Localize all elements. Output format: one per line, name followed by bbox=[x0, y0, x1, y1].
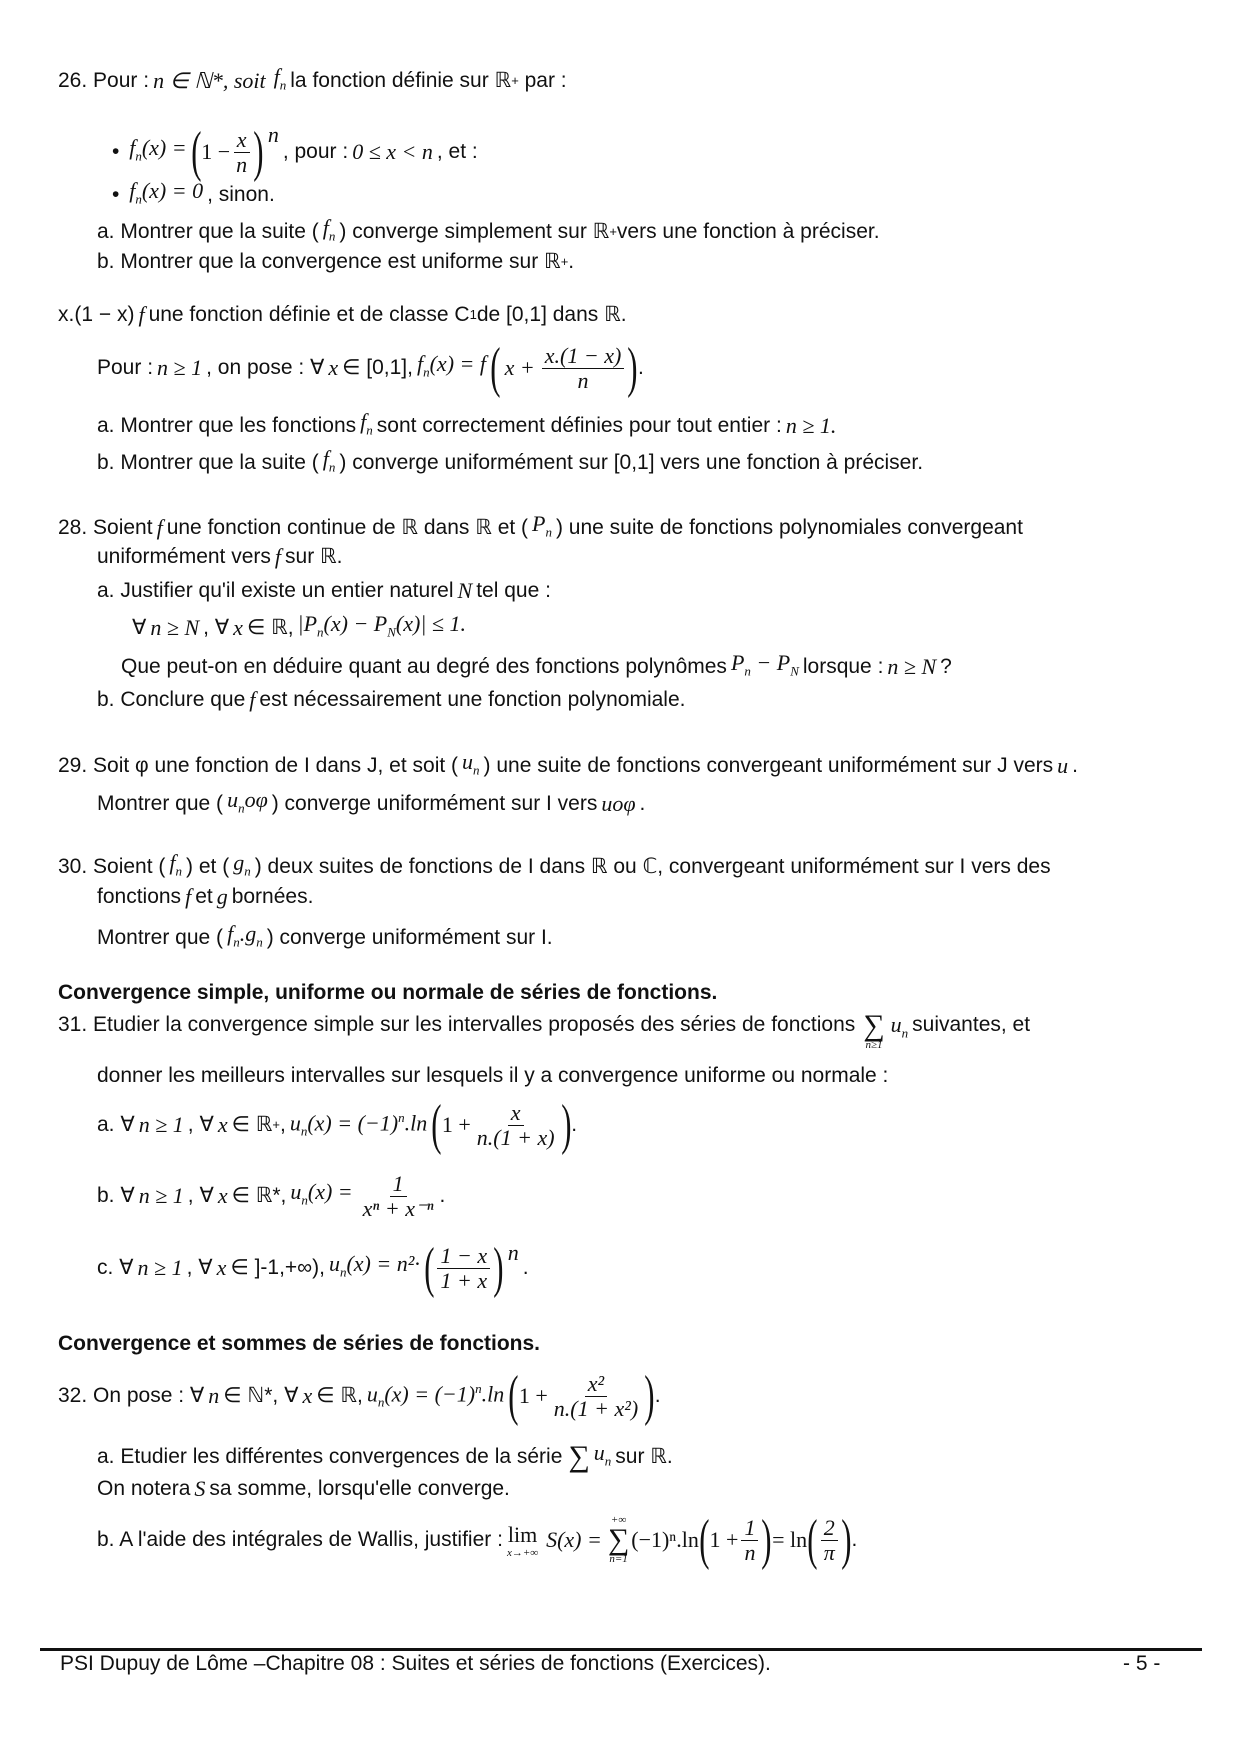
f: f bbox=[169, 850, 176, 875]
text: . bbox=[439, 1184, 446, 1207]
text: c. ∀ bbox=[97, 1256, 134, 1279]
math: n ≥ N bbox=[150, 615, 200, 641]
bullet-icon: • bbox=[112, 183, 126, 207]
f: f bbox=[322, 215, 329, 240]
text: sont correctement définies pour tout entier : bbox=[376, 414, 782, 438]
paren: ) bbox=[644, 1365, 655, 1427]
text: , pour : bbox=[282, 140, 349, 163]
sum-limit: n≥1 bbox=[865, 1039, 883, 1051]
text: uniformément vers bbox=[97, 545, 271, 568]
text: . bbox=[1072, 754, 1078, 778]
text: ) converge simplement sur ℝ bbox=[339, 220, 610, 244]
f: f bbox=[416, 350, 424, 376]
math: $f_n$ bbox=[322, 446, 336, 475]
text: Montrer que ( bbox=[97, 926, 224, 950]
text: tel que : bbox=[476, 579, 551, 602]
f: f bbox=[129, 178, 136, 203]
f: f bbox=[322, 446, 329, 471]
u: u bbox=[227, 787, 239, 812]
sum-icon: ∑ bbox=[568, 1440, 590, 1474]
math: n ≥ 1 bbox=[137, 1255, 183, 1280]
text: b. Montrer que la convergence est uniforme sur ℝ bbox=[97, 250, 561, 273]
text: ∈ ℝ*, bbox=[231, 1184, 287, 1207]
den: n.(1 + x²) bbox=[553, 1395, 639, 1421]
math: $u_n(x) = n^2\cdot$ bbox=[328, 1250, 420, 1280]
text: , on pose : ∀ bbox=[206, 356, 325, 379]
ex32-statement bbox=[58, 1365, 661, 1427]
text: ) deux suites de fonctions de I dans ℝ ou ℂ, convergeant uniformément sur I vers des bbox=[254, 855, 1051, 879]
paren: ( bbox=[424, 1237, 435, 1299]
p: (x) − P bbox=[323, 611, 388, 636]
math: f bbox=[249, 687, 256, 712]
text: ) une suite de fonctions convergeant uniformément sur J vers bbox=[483, 754, 1054, 778]
text: ∈ ℝ, bbox=[246, 616, 294, 640]
math: $f_n$ bbox=[273, 64, 287, 93]
ln: .ln bbox=[404, 1110, 428, 1136]
text: a. Justifier qu'il existe un entier naturel bbox=[97, 579, 454, 602]
math: x bbox=[216, 1255, 227, 1280]
den: n bbox=[236, 151, 248, 177]
sum-symbol: +∞ ∑ n=1 bbox=[607, 1514, 630, 1565]
math: $u_n(x) = (-1)^n.\ln$ bbox=[289, 1110, 428, 1139]
ex26-bullet-1 bbox=[112, 122, 478, 182]
ex30-statement bbox=[58, 850, 1051, 884]
sup: 1 bbox=[469, 307, 477, 322]
sup: + bbox=[272, 1117, 280, 1132]
text: sa somme, lorsqu'elle converge. bbox=[209, 1477, 510, 1500]
fraction bbox=[233, 128, 250, 177]
exp: n bbox=[398, 1110, 405, 1126]
ex28-statement-2 bbox=[97, 544, 343, 570]
text: 28. Soient bbox=[58, 516, 153, 540]
ex31-statement bbox=[58, 1009, 1031, 1052]
math: n ≥ 1 bbox=[138, 1112, 184, 1137]
f: f bbox=[227, 921, 234, 946]
math: $f_n.g_n$ bbox=[227, 921, 263, 950]
math: $u_n$ bbox=[890, 1012, 909, 1041]
ux: (x) = bbox=[307, 1178, 353, 1204]
text: ) converge uniformément sur [0,1] vers une fonction à préciser. bbox=[339, 451, 924, 475]
ex27-b bbox=[97, 446, 923, 480]
text: ∀ bbox=[132, 616, 147, 640]
u: u bbox=[289, 1110, 301, 1136]
fraction bbox=[821, 1516, 838, 1565]
fx: (x) = f bbox=[429, 350, 486, 376]
text: ? bbox=[940, 655, 952, 679]
text: , ∀ bbox=[186, 1256, 213, 1279]
ex30-question bbox=[97, 921, 553, 955]
math: $f_n$ bbox=[360, 409, 373, 438]
ln: .ln bbox=[481, 1381, 505, 1407]
math: (−1)ⁿ.ln bbox=[631, 1527, 699, 1552]
text: bornées. bbox=[231, 885, 314, 908]
fraction bbox=[360, 1172, 437, 1221]
f: f bbox=[273, 64, 280, 89]
ex28-statement bbox=[58, 511, 1023, 545]
num: 1 − x bbox=[437, 1244, 490, 1269]
math: $f_n(x)$ = bbox=[129, 134, 187, 164]
text: une fonction définie et de classe C bbox=[148, 303, 470, 326]
u: u bbox=[462, 749, 474, 774]
text: 29. Soit φ une fonction de I dans J, et soit ( bbox=[58, 754, 459, 778]
text: ∈ ℕ*, ∀ bbox=[223, 1384, 299, 1407]
fraction bbox=[551, 1372, 641, 1421]
den: n bbox=[744, 1539, 756, 1565]
paren: ) bbox=[493, 1237, 504, 1299]
num: 1 bbox=[741, 1516, 758, 1541]
text: a. ∀ bbox=[97, 1113, 135, 1136]
g: .g bbox=[239, 921, 257, 946]
math: = ln bbox=[772, 1527, 808, 1552]
text: . bbox=[568, 250, 575, 273]
text: On notera bbox=[97, 1477, 191, 1500]
math: uoφ bbox=[601, 791, 636, 817]
text: Pour : bbox=[97, 356, 154, 379]
math: $f_n(x) = f$ bbox=[416, 350, 486, 380]
math: $f_n$ bbox=[322, 215, 336, 244]
text: , ∀ bbox=[203, 616, 230, 640]
text: de [0,1] dans ℝ. bbox=[476, 303, 627, 326]
section-heading: Convergence simple, uniforme ou normale de séries de fonctions. bbox=[58, 981, 718, 1004]
u: u bbox=[366, 1381, 378, 1407]
math: n ≥ 1 bbox=[157, 355, 203, 380]
x: (x) = bbox=[141, 134, 187, 160]
paren: ) bbox=[560, 1094, 572, 1156]
text: et bbox=[195, 885, 213, 908]
math: u bbox=[1057, 753, 1069, 779]
den: π bbox=[823, 1539, 835, 1565]
p: |P bbox=[297, 611, 318, 636]
sum-symbol: ∑ n≥1 bbox=[863, 1009, 885, 1051]
ex27-a bbox=[97, 409, 840, 443]
footer-text: PSI Dupuy de Lôme –Chapitre 08 : Suites et séries de fonctions (Exercices). bbox=[60, 1652, 771, 1675]
math: $u_n(x) = (-1)^n.\ln$ bbox=[366, 1381, 505, 1410]
math: $P_n$ bbox=[532, 511, 552, 540]
text: a. Montrer que les fonctions bbox=[97, 414, 357, 438]
ex32-note bbox=[97, 1476, 510, 1502]
math: x bbox=[328, 355, 339, 380]
text: fonctions bbox=[97, 885, 182, 908]
text: ∈ ℝ bbox=[231, 1113, 273, 1136]
text: lorsque : bbox=[802, 655, 884, 679]
text: , bbox=[279, 1113, 286, 1136]
p: P bbox=[730, 650, 745, 675]
ex31-c bbox=[97, 1237, 529, 1299]
text: , ∀ bbox=[187, 1184, 214, 1207]
paren: ( bbox=[190, 121, 202, 183]
text: b. Montrer que la suite ( bbox=[97, 451, 319, 475]
math: x bbox=[233, 615, 243, 641]
text: ∈ [0,1], bbox=[342, 356, 413, 379]
math: 0 ≤ x < n bbox=[352, 139, 433, 164]
ex28-a bbox=[97, 578, 551, 604]
x: (x) = 0 bbox=[141, 178, 204, 203]
text: 26. Pour : bbox=[58, 69, 150, 93]
ex31-statement-2: donner les meilleurs intervalles sur lesquels il y a convergence uniforme ou normale : bbox=[97, 1064, 889, 1087]
paren: ) bbox=[253, 121, 264, 183]
math: 1 + bbox=[518, 1383, 548, 1408]
fraction bbox=[437, 1244, 490, 1293]
text: b. Conclure que bbox=[97, 688, 246, 711]
text: , et : bbox=[436, 140, 478, 163]
ex26-b: b. Montrer que la convergence est uniforme sur ℝ + . bbox=[97, 250, 575, 273]
text: par : bbox=[524, 69, 567, 93]
num: 2 bbox=[821, 1516, 838, 1541]
ex27-definition bbox=[97, 337, 644, 399]
sup: + bbox=[511, 73, 519, 89]
num: 1 bbox=[390, 1172, 407, 1197]
math: n ≥ N bbox=[887, 654, 937, 680]
ex31-b bbox=[97, 1168, 445, 1224]
den: xⁿ + x⁻ⁿ bbox=[362, 1195, 434, 1221]
text: 32. On pose : ∀ bbox=[58, 1384, 205, 1407]
paren: ) bbox=[761, 1509, 772, 1571]
math: $|P_n(x) - P_N(x)| \le 1$. bbox=[297, 611, 466, 640]
ux: (x) = (−1) bbox=[307, 1110, 399, 1136]
math: 1 + bbox=[441, 1112, 471, 1137]
text: x.(1 − x) bbox=[58, 303, 135, 326]
text: suivantes, et bbox=[912, 1013, 1031, 1036]
lim: lim bbox=[507, 1521, 538, 1547]
text: a. Montrer que la suite ( bbox=[97, 220, 319, 244]
text: Montrer que ( bbox=[97, 792, 224, 816]
ex26-bullet-2 bbox=[112, 178, 275, 212]
num: x² bbox=[585, 1372, 607, 1397]
ex26-statement bbox=[58, 64, 567, 98]
den: 1 + x bbox=[440, 1267, 488, 1293]
ex28-inequality bbox=[132, 611, 470, 645]
ex30-statement-2 bbox=[97, 884, 313, 910]
math: $g_n$ bbox=[233, 850, 251, 879]
u: u bbox=[593, 1440, 605, 1465]
paren: ) bbox=[627, 337, 638, 399]
math: $f_n(x) = 0$ bbox=[129, 178, 204, 207]
f: f bbox=[360, 409, 367, 434]
math: 1 + bbox=[709, 1527, 739, 1552]
math: S bbox=[194, 1476, 206, 1501]
ex28-question bbox=[121, 650, 952, 684]
text: une fonction continue de ℝ dans ℝ et ( bbox=[166, 516, 529, 540]
text: . bbox=[654, 1384, 661, 1407]
text: a. Etudier les différentes convergences de la série bbox=[97, 1445, 563, 1469]
g: g bbox=[233, 850, 245, 875]
f: f bbox=[129, 134, 136, 160]
math: 1 − bbox=[201, 139, 231, 164]
ex27-statement bbox=[58, 302, 627, 328]
text: 31. Etudier la convergence simple sur les intervalles proposés des séries de fonctions bbox=[58, 1013, 856, 1036]
text: ) converge uniformément sur I vers bbox=[271, 792, 598, 816]
exp: n bbox=[267, 122, 279, 147]
text: ) une suite de fonctions polynomiales convergeant bbox=[555, 516, 1023, 540]
paren: ( bbox=[807, 1509, 818, 1571]
ex28-b bbox=[97, 687, 685, 713]
ux: (x) = n²· bbox=[346, 1250, 420, 1276]
math: n ≥ 1 bbox=[138, 1183, 184, 1208]
text: . bbox=[522, 1256, 529, 1279]
text: ) converge uniformément sur I. bbox=[266, 926, 553, 950]
exp: n bbox=[507, 1240, 519, 1265]
text: vers une fonction à préciser. bbox=[616, 220, 880, 244]
section-heading: Convergence et sommes de séries de fonctions. bbox=[58, 1332, 540, 1355]
num: x.(1 − x) bbox=[542, 344, 625, 369]
ex31-a bbox=[97, 1094, 578, 1156]
math: S(x) = bbox=[546, 1527, 602, 1552]
text: , sinon. bbox=[207, 183, 275, 207]
text: . bbox=[571, 1113, 578, 1136]
u: u bbox=[290, 1178, 302, 1204]
paren: ( bbox=[699, 1509, 710, 1571]
p: − P bbox=[756, 650, 791, 675]
u: u bbox=[328, 1250, 340, 1276]
fraction bbox=[741, 1516, 758, 1565]
math: n ≥ 1. bbox=[785, 413, 837, 439]
ex29-statement bbox=[58, 749, 1078, 783]
paren: ) bbox=[841, 1509, 852, 1571]
math: $u_n$ bbox=[593, 1440, 612, 1469]
math: n ∈ ℕ*, soit bbox=[153, 68, 266, 94]
text: b. A l'aide des intégrales de Wallis, justifier : bbox=[97, 1528, 503, 1551]
text: , ∀ bbox=[187, 1113, 214, 1136]
text: . bbox=[639, 792, 646, 816]
ex32-a bbox=[97, 1440, 673, 1474]
math: x bbox=[302, 1383, 313, 1408]
text: . bbox=[851, 1528, 858, 1551]
exp: n bbox=[475, 1381, 482, 1397]
ex32-b bbox=[97, 1508, 857, 1572]
math: f bbox=[185, 884, 192, 909]
den: n bbox=[577, 367, 589, 393]
math: x bbox=[217, 1112, 228, 1137]
math: $u_n$ bbox=[462, 749, 480, 778]
math: $f_n$ bbox=[169, 850, 183, 879]
num: x bbox=[234, 128, 250, 153]
text: sur ℝ. bbox=[615, 1445, 673, 1469]
sum-upper: +∞ bbox=[610, 1514, 627, 1526]
math: f bbox=[274, 544, 282, 569]
u: u bbox=[890, 1012, 902, 1037]
math: x + bbox=[504, 355, 535, 380]
math: $u_no\varphi$ bbox=[227, 787, 268, 816]
text: sur ℝ. bbox=[285, 545, 343, 568]
math: f bbox=[156, 515, 163, 541]
text: ) et ( bbox=[186, 855, 230, 879]
text: est nécessairement une fonction polynomiale. bbox=[259, 688, 686, 711]
limit bbox=[507, 1522, 538, 1559]
paren: ( bbox=[508, 1365, 519, 1427]
num: x bbox=[508, 1101, 524, 1126]
page-number: - 5 - bbox=[1123, 1652, 1161, 1675]
text: 30. Soient ( bbox=[58, 855, 166, 879]
sum-lower: n=1 bbox=[609, 1553, 628, 1565]
math: n bbox=[208, 1383, 220, 1408]
fraction bbox=[542, 344, 625, 393]
text: . bbox=[637, 356, 644, 379]
ex26-a: a. Montrer que la suite ( $f_n$ ) converge simplement sur ℝ + vers une fonction à préciser. bbox=[97, 215, 880, 249]
text: ∈ ℝ, bbox=[316, 1384, 363, 1407]
text: la fonction définie sur ℝ bbox=[290, 69, 512, 93]
math: $u_n(x)$ = bbox=[290, 1178, 353, 1208]
P: P bbox=[532, 511, 546, 536]
p: (x)| ≤ 1. bbox=[395, 611, 466, 636]
o: oφ bbox=[244, 787, 268, 812]
math: f bbox=[138, 302, 145, 327]
math: g bbox=[216, 884, 228, 909]
math: $P_n - P_N$ bbox=[730, 650, 799, 679]
text: Que peut-on en déduire quant au degré des fonctions polynômes bbox=[121, 655, 727, 679]
den: n.(1 + x) bbox=[476, 1124, 555, 1150]
fraction bbox=[474, 1101, 558, 1150]
math: x bbox=[217, 1183, 228, 1208]
ex29-question bbox=[97, 787, 645, 821]
ux: (x) = (−1) bbox=[384, 1381, 476, 1407]
text: ∈ ]-1,+∞), bbox=[230, 1256, 325, 1279]
math: N bbox=[457, 578, 473, 603]
paren: ( bbox=[431, 1094, 442, 1156]
paren: ( bbox=[490, 337, 501, 399]
bullet-icon: • bbox=[112, 140, 126, 163]
text: b. ∀ bbox=[97, 1184, 135, 1207]
lim-sub: x→+∞ bbox=[506, 1546, 539, 1559]
